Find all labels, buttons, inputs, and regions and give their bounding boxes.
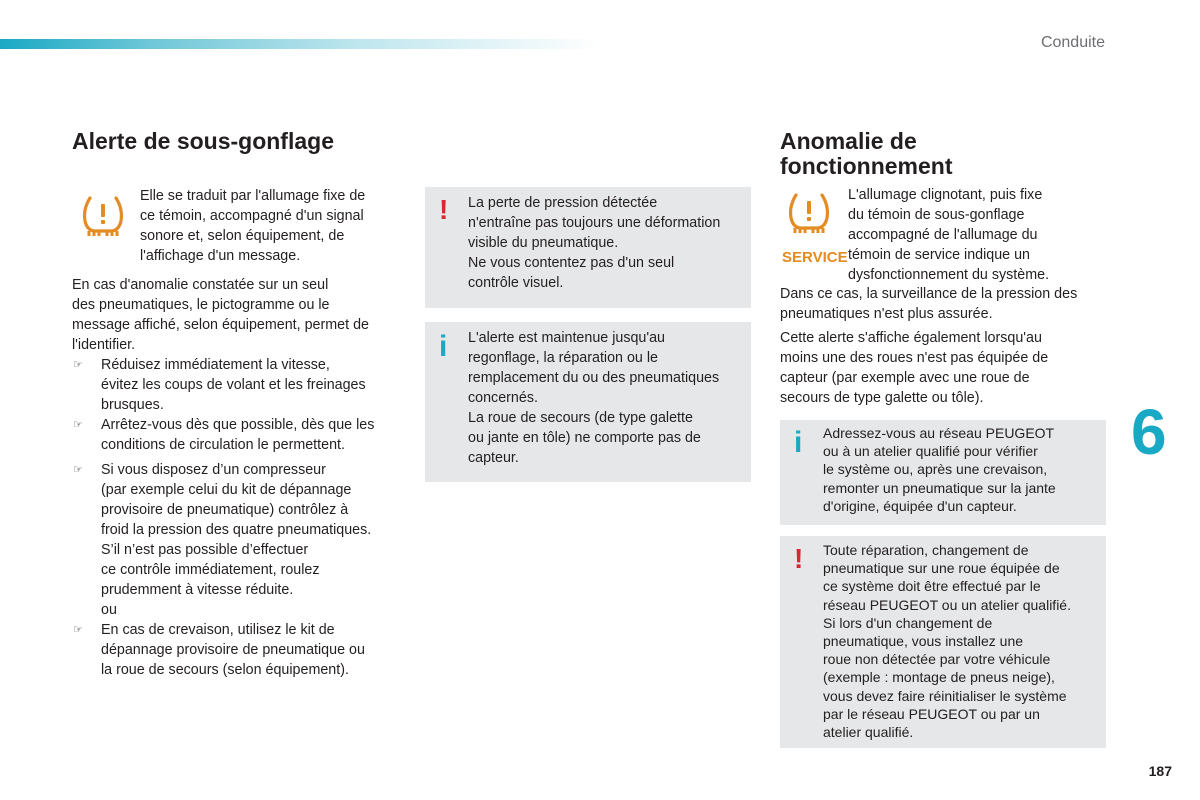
text-line: En cas de crevaison, utilisez le kit de (101, 622, 335, 638)
text-line: Si lors d'un changement de (823, 614, 993, 631)
right-paragraph-2 (780, 328, 1048, 408)
service-warning-icon: SERVICE (782, 249, 848, 266)
text-line: L'allumage clignotant, puis fixe (848, 187, 1043, 203)
text-line: Réduisez immédiatement la vitesse, (101, 357, 330, 373)
text-line: Adressez-vous au réseau PEUGEOT (823, 425, 1055, 441)
text-line: conditions de circulation le permettent. (101, 437, 345, 453)
text-line: prudemment à vitesse réduite. (101, 582, 294, 598)
info-icon: i (794, 426, 803, 459)
info-box-alert (425, 322, 751, 482)
left-paragraph (72, 275, 402, 680)
text-line: des pneumatiques, le pictogramme ou le (72, 297, 330, 313)
text-line: La perte de pression détectée (468, 195, 658, 211)
text-line: Cette alerte s'affiche également lorsqu'au (780, 330, 1042, 346)
chapter-number: 6 (1131, 396, 1167, 468)
bullet-list-2 (72, 460, 402, 680)
text-line: (par exemple celui du kit de dépannage (101, 482, 352, 498)
text-line: ce système doit être effectué par le (823, 578, 1041, 595)
text-line: roue non détectée par votre véhicule (823, 651, 1051, 668)
text-line: pneumatique sur une roue équipée de (823, 560, 1060, 577)
pointing-hand-icon: ☞ (73, 464, 83, 476)
text-line: atelier qualifié. (823, 724, 914, 741)
text-line: provisoire de pneumatique) contrôlez à (101, 502, 349, 518)
info-box-text (823, 424, 1056, 515)
list-item (72, 460, 402, 620)
text-line: dysfonctionnement du système. (848, 267, 1050, 283)
text-line: témoin de service indique un (848, 247, 1030, 263)
text-line: moins une des roues n'est pas équipée de (780, 350, 1049, 366)
list-item (72, 355, 402, 415)
title-line: Anomalie de (780, 128, 917, 154)
text-line: ou jante en tôle) ne comporte pas de (468, 430, 701, 446)
text-line: brusques. (101, 397, 164, 413)
text-line: capteur (par exemple avec une roue de (780, 370, 1030, 386)
text-line: pneumatiques n'est plus assurée. (780, 306, 993, 322)
left-title: Alerte de sous-gonflage (72, 128, 334, 154)
list-item (72, 415, 402, 455)
text-line: Si vous disposez d’un compresseur (101, 462, 326, 478)
page-number: 187 (1148, 763, 1172, 779)
text-line: Ne vous contentez pas d'un seul (468, 255, 675, 271)
left-intro (140, 186, 365, 266)
text-line: la roue de secours (selon équipement). (101, 662, 349, 678)
text-line: S’il n’est pas possible d’effectuer (101, 542, 309, 558)
exclamation-icon: ! (794, 543, 804, 574)
text-line: sonore et, selon équipement, de (140, 228, 345, 244)
text-line: ce contrôle immédiatement, roulez (101, 562, 320, 578)
text-line: froid la pression des quatre pneumatiques. (101, 522, 372, 538)
or-word: ou (101, 602, 117, 618)
text-line: (exemple : montage de pneus neige), (823, 669, 1055, 686)
right-intro (848, 185, 1049, 285)
text-line: En cas d'anomalie constatée sur un seul (72, 277, 329, 293)
text-line: L'alerte est maintenue jusqu'au (468, 330, 666, 346)
text-line: d'origine, équipée d'un capteur. (823, 497, 1017, 514)
text-line: l'affichage d'un message. (140, 248, 301, 264)
warning-box-text (823, 541, 1071, 741)
exclamation-icon: ! (439, 194, 449, 225)
text-line: ce témoin, accompagné d'un signal (140, 208, 364, 224)
bullet-list (72, 355, 402, 455)
title-line: fonctionnement (780, 153, 953, 179)
text-line: par le réseau PEUGEOT ou par un (823, 705, 1040, 722)
text-line: secours de type galette ou tôle). (780, 390, 984, 406)
tpms-warning-icon (786, 191, 832, 235)
text-line: concernés. (468, 390, 538, 406)
info-icon: i (439, 330, 448, 363)
text-line: Arrêtez-vous dès que possible, dès que les (101, 417, 375, 433)
right-title (780, 129, 953, 179)
pointing-hand-icon: ☞ (73, 624, 83, 636)
text-line: ou à un atelier qualifié pour vérifier (823, 443, 1038, 460)
text-line: Elle se traduit par l'allumage fixe de (140, 188, 366, 204)
warning-box-text (468, 193, 720, 293)
warning-box-repair (780, 536, 1106, 748)
text-line: dépannage provisoire de pneumatique ou (101, 642, 365, 658)
text-line: remonter un pneumatique sur la jante (823, 479, 1056, 496)
text-line: remplacement du ou des pneumatiques (468, 370, 720, 386)
warning-box-pressure (425, 187, 751, 308)
text-line: n'entraîne pas toujours une déformation (468, 215, 721, 231)
right-paragraph-1 (780, 284, 1077, 324)
text-line: Dans ce cas, la surveillance de la pression des (780, 286, 1078, 302)
header-accent-bar (0, 39, 600, 49)
text-line: regonflage, la réparation ou le (468, 350, 658, 366)
pointing-hand-icon: ☞ (73, 419, 83, 431)
list-item (72, 620, 402, 680)
text-line: La roue de secours (de type galette (468, 410, 693, 426)
text-line: vous devez faire réinitialiser le système (823, 687, 1067, 704)
text-line: visible du pneumatique. (468, 235, 619, 251)
text-line: capteur. (468, 450, 519, 466)
text-line: contrôle visuel. (468, 275, 564, 291)
text-line: accompagné de l'allumage du (848, 227, 1038, 243)
text-line: du témoin de sous-gonflage (848, 207, 1025, 223)
text-line: réseau PEUGEOT ou un atelier qualifié. (823, 596, 1071, 613)
text-line: évitez les coups de volant et les freinages (101, 377, 366, 393)
info-box-text (468, 328, 719, 468)
section-label: Conduite (1040, 34, 1105, 51)
text-line: Toute réparation, changement de (823, 542, 1029, 558)
info-box-peugeot (780, 420, 1106, 525)
text-line: message affiché, selon équipement, permet de (72, 317, 369, 333)
text-line: pneumatique, vous installez une (823, 633, 1024, 650)
tpms-warning-icon (80, 194, 126, 238)
text-line: l'identifier. (72, 337, 136, 353)
text-line: le système ou, après une crevaison, (823, 461, 1048, 478)
pointing-hand-icon: ☞ (73, 359, 83, 371)
